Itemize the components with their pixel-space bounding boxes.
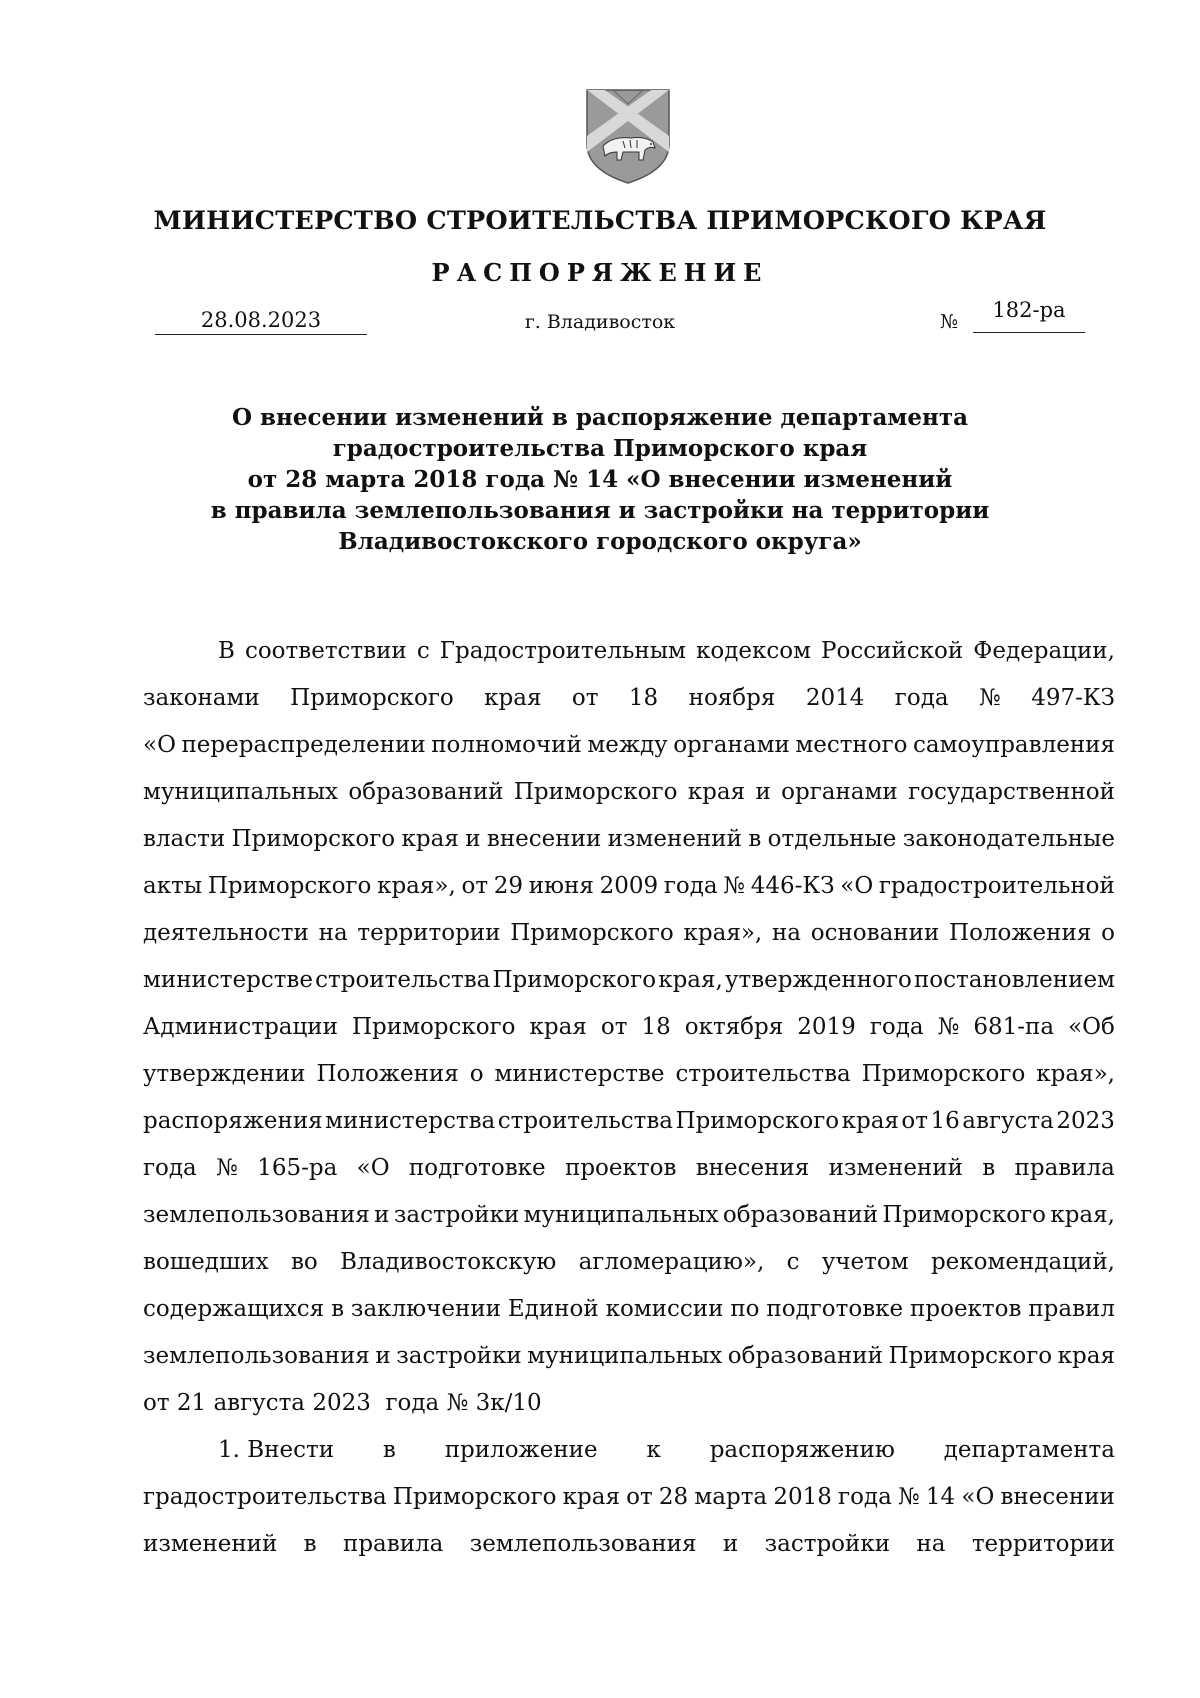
word: территории (971, 1531, 1115, 1557)
word: края (484, 685, 542, 711)
word: Градостроительным (439, 638, 686, 664)
word: законодательные (902, 826, 1115, 852)
word: края (401, 826, 459, 852)
word: на (771, 920, 801, 946)
word: Приморского (513, 779, 678, 805)
word: изменений (143, 1531, 278, 1557)
word: Приморского (207, 873, 372, 899)
word: с (786, 1249, 800, 1275)
paragraph2-line (143, 1521, 1115, 1568)
word: Приморского (231, 826, 396, 852)
document-type: РАСПОРЯЖЕНИЕ (431, 258, 769, 287)
word: строительства (675, 1061, 851, 1087)
word: «О (143, 732, 176, 758)
word: и (374, 1202, 390, 1228)
word: к (646, 1437, 661, 1463)
word: Приморского (861, 1061, 1026, 1087)
paragraph1-line (143, 628, 1115, 675)
word: правила (342, 1531, 444, 1557)
word: 446-КЗ (750, 873, 835, 899)
word: Приморского (392, 1484, 557, 1510)
word: В (218, 638, 235, 664)
paragraph1-line (143, 910, 1115, 957)
word: муниципальных (523, 1202, 719, 1228)
word: подготовке (408, 1155, 546, 1181)
word: Приморского (351, 1014, 516, 1040)
word: образований (348, 779, 504, 805)
word: 2019 (797, 1014, 856, 1040)
paragraph1-line (143, 1286, 1115, 1333)
word: Владивостокскую (340, 1249, 557, 1275)
word: перераспределении (181, 732, 426, 758)
word: № (979, 685, 1001, 711)
word: Приморского (290, 685, 454, 711)
word: Приморского (675, 1108, 840, 1134)
word: от (626, 1484, 653, 1510)
document-title (150, 402, 1050, 557)
word: «О (961, 1484, 995, 1510)
paragraph1-line (143, 1004, 1115, 1051)
word: № (937, 1014, 960, 1040)
word: самоуправления (913, 732, 1115, 758)
word: кодексом (695, 638, 811, 664)
word: муниципальных (143, 779, 338, 805)
word: землепользования (143, 1343, 370, 1369)
paragraph1-line (143, 1098, 1115, 1145)
word: № (216, 1155, 238, 1181)
word: застройки (764, 1531, 891, 1557)
word: 681-па (973, 1014, 1055, 1040)
word: агломерацию», (578, 1249, 765, 1275)
document-body (143, 628, 1115, 1568)
word: года (663, 873, 718, 899)
word: власти (143, 826, 226, 852)
paragraph2-line (143, 1474, 1115, 1521)
paragraph1-line (143, 722, 1115, 769)
word: августа (962, 1108, 1054, 1134)
word: Администрации (143, 1014, 338, 1040)
title-line: в правила землепользования и застройки на территории (210, 497, 990, 524)
word: края, (1050, 1202, 1115, 1228)
word: органами (781, 779, 898, 805)
number-sign: № (940, 311, 958, 333)
word: в (303, 1531, 317, 1557)
word: заключении (350, 1296, 501, 1322)
title-line: градостроительства Приморского края (332, 435, 868, 462)
word: застройки (393, 1202, 520, 1228)
word: приложение (444, 1437, 598, 1463)
word: края (562, 1484, 620, 1510)
word: 28 (658, 1484, 689, 1510)
word: содержащихся (143, 1296, 325, 1322)
word: застройки (396, 1343, 522, 1369)
word: 497-КЗ (1031, 685, 1115, 711)
word: в (382, 1437, 396, 1463)
word: проектов (910, 1296, 1022, 1322)
word: распоряжения (143, 1108, 323, 1134)
word: № (897, 1484, 920, 1510)
word: 2018 (773, 1484, 832, 1510)
paragraph1-line (143, 957, 1115, 1004)
word: министерстве (143, 967, 313, 993)
word: от (901, 1108, 928, 1134)
word: изменений (828, 1155, 963, 1181)
word: внесении (486, 826, 602, 852)
word: территории (357, 920, 501, 946)
paragraph1-line (143, 769, 1115, 816)
word: 14 (925, 1484, 956, 1510)
word: внесения (695, 1155, 810, 1181)
word: во (290, 1249, 318, 1275)
title-line: Владивостокского городского округа» (338, 528, 862, 555)
word: Положения (316, 1061, 459, 1087)
word: Приморского (510, 920, 674, 946)
word: в (748, 826, 762, 852)
word: распоряжению (709, 1437, 895, 1463)
word: градостроительной (878, 873, 1115, 899)
word: местного (795, 732, 908, 758)
word: и (465, 826, 481, 852)
word: законами (143, 685, 260, 711)
word: на (916, 1531, 946, 1557)
word: соответствии (244, 638, 407, 664)
word: 29 (493, 873, 524, 899)
word: изменений (607, 826, 742, 852)
word: края, (658, 967, 723, 993)
word: о (1101, 920, 1115, 946)
word: органами (673, 732, 790, 758)
word: и (375, 1343, 391, 1369)
word: Федерации, (973, 638, 1115, 664)
word: подготовке (766, 1296, 904, 1322)
word: и (722, 1531, 739, 1557)
word: в (982, 1155, 996, 1181)
word: правила (1014, 1155, 1115, 1181)
paragraph1-line (143, 863, 1115, 910)
word: октября (684, 1014, 784, 1040)
word: утверждении (143, 1061, 306, 1087)
word: Положения (949, 920, 1092, 946)
word: 18 (641, 1014, 671, 1040)
word: 1. Внести (218, 1437, 335, 1463)
paragraph1-line (143, 1192, 1115, 1239)
word: правил (1028, 1296, 1115, 1322)
paragraph1-line (143, 1333, 1115, 1380)
document-city: г. Владивосток (524, 311, 676, 333)
word: края», (1036, 1061, 1115, 1087)
word: 18 (628, 685, 659, 711)
word: на (318, 920, 348, 946)
word: «Об (1068, 1014, 1115, 1040)
word: комиссии (605, 1296, 724, 1322)
word: от (461, 873, 489, 899)
word: Российской (821, 638, 964, 664)
word: № (723, 873, 746, 899)
word: в (331, 1296, 345, 1322)
document-number: 182-ра (973, 298, 1085, 333)
ministry-name: МИНИСТЕРСТВО СТРОИТЕЛЬСТВА ПРИМОРСКОГО КРАЯ (153, 206, 1047, 236)
word: акты (143, 873, 203, 899)
word: «О (356, 1155, 390, 1181)
word: и (755, 779, 771, 805)
word: по (730, 1296, 760, 1322)
word: строительства (497, 1108, 674, 1134)
word: проектов (564, 1155, 677, 1181)
title-line: О внесении изменений в распоряжение департамента (231, 404, 969, 431)
word: рекомендаций, (930, 1249, 1115, 1275)
word: края (687, 779, 746, 805)
word: 2014 (805, 685, 865, 711)
word: между (587, 732, 668, 758)
word: «О (840, 873, 874, 899)
word: марта (694, 1484, 768, 1510)
document-date: 28.08.2023 (155, 308, 367, 335)
word: июня (528, 873, 594, 899)
paragraph1-line (143, 1145, 1115, 1192)
paragraph1-line (143, 816, 1115, 863)
word: утвержденного (724, 967, 912, 993)
word: с (416, 638, 430, 664)
word: края (529, 1014, 587, 1040)
word: государственной (908, 779, 1115, 805)
title-line: от 28 марта 2018 года № 14 «О внесении изменений (247, 466, 953, 493)
word: от (571, 685, 599, 711)
word: муниципальных (527, 1343, 723, 1369)
word: 2009 (599, 873, 659, 899)
word: департамента (943, 1437, 1115, 1463)
paragraph1-line (143, 1051, 1115, 1098)
word: Приморского (492, 967, 657, 993)
word: землепользования (469, 1531, 697, 1557)
word: полномочий (431, 732, 582, 758)
word: Приморского (888, 1343, 1053, 1369)
word: землепользования (143, 1202, 370, 1228)
word: внесении (1000, 1484, 1115, 1510)
word: края (841, 1108, 899, 1134)
word: 2023 (1056, 1108, 1115, 1134)
word: основании (810, 920, 940, 946)
word: года (869, 1014, 924, 1040)
word: Приморского (882, 1202, 1046, 1228)
word: образований (727, 1343, 883, 1369)
word: отдельные (767, 826, 897, 852)
word: образований (722, 1202, 879, 1228)
word: от (600, 1014, 628, 1040)
word: министерстве (494, 1061, 665, 1087)
word: Единой (507, 1296, 599, 1322)
word: 165-ра (257, 1155, 338, 1181)
word: года (894, 685, 949, 711)
word: постановлением (913, 967, 1115, 993)
coat-of-arms-icon (583, 86, 673, 186)
word: вошедших (143, 1249, 269, 1275)
word: года (838, 1484, 892, 1510)
paragraph1-line (143, 1239, 1115, 1286)
word: края», (377, 873, 456, 899)
paragraph2-line (143, 1427, 1115, 1474)
word: края (1057, 1343, 1115, 1369)
paragraph1-line (143, 675, 1115, 722)
word: о (469, 1061, 484, 1087)
word: министерства (325, 1108, 496, 1134)
word: года (143, 1155, 197, 1181)
word: деятельности (143, 920, 309, 946)
word: ноября (688, 685, 776, 711)
word: 16 (930, 1108, 960, 1134)
word: градостроительства (143, 1484, 387, 1510)
word: края», (683, 920, 763, 946)
paragraph1-last-line: от 21 августа 2023 года № 3к/10 (143, 1390, 542, 1416)
word: учетом (821, 1249, 909, 1275)
word: строительства (315, 967, 491, 993)
